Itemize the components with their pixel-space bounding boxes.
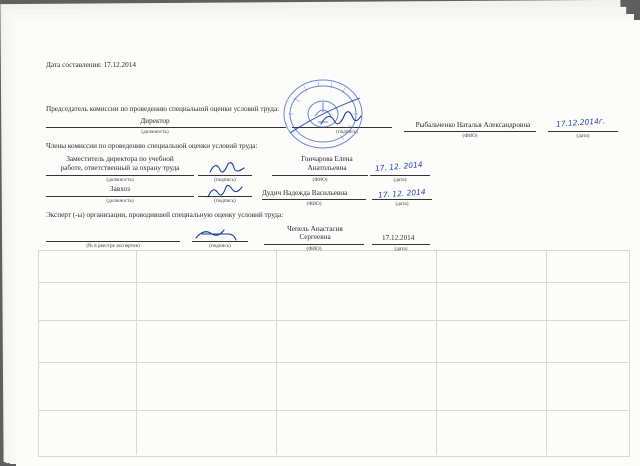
chairman-date-line xyxy=(548,131,618,132)
member-2-date-label: (дата) xyxy=(395,201,409,207)
chairman-position-label: (должность) xyxy=(141,129,169,135)
expert-date-label: (дата) xyxy=(394,246,408,252)
member-1-signature-line xyxy=(198,175,252,176)
show-through-line xyxy=(276,250,277,455)
member-1-name-line1: Гончарова Елена xyxy=(301,155,353,163)
date-value: 17.12.2014 xyxy=(103,61,136,69)
member-1-date-label: (дата) xyxy=(393,177,407,183)
member-1-position-label: (должность) xyxy=(106,177,134,183)
member-1-position-line xyxy=(46,175,194,176)
show-through-line xyxy=(38,282,628,283)
chairman-signature-label: (подпись) xyxy=(336,129,358,135)
member-2-signature-label: (подпись) xyxy=(214,198,236,204)
expert-fio-label: (ФИО) xyxy=(306,246,322,252)
member-1-name-line xyxy=(272,175,368,176)
member-1-position-line1: Заместитель директора по учебной xyxy=(66,155,174,163)
member-2-name: Дудич Надежда Васильевна xyxy=(262,189,348,197)
expert-registry-line xyxy=(46,241,180,242)
date-label: Дата составления: xyxy=(46,61,102,69)
expert-date-line xyxy=(372,244,430,245)
member-2-position-label: (должность) xyxy=(106,198,134,204)
show-through-line xyxy=(38,410,628,411)
chairman-position-line xyxy=(46,127,286,128)
chairman-date: 17.12.2014г. xyxy=(555,116,606,129)
show-through-line xyxy=(436,250,437,455)
expert-name-line xyxy=(264,244,364,245)
member-2-signature-line xyxy=(198,196,252,197)
member-2-date-line xyxy=(372,199,432,200)
chairman-name-line xyxy=(404,131,536,132)
date-of-compilation xyxy=(46,62,136,69)
show-through-line xyxy=(546,250,547,455)
member-1-date: 17. 12. 2014 xyxy=(374,159,423,174)
expert-signature-label: (подпись) xyxy=(209,243,231,249)
member-1-fio-label: (ФИО) xyxy=(312,177,328,183)
chairman-fio-label: (ФИО) xyxy=(462,133,478,139)
member-1-date-line xyxy=(370,175,430,176)
expert-name-line1: Чепель Анастасия xyxy=(287,225,343,233)
expert-registry-label: (№ в реестре экспертов) xyxy=(86,243,140,249)
member-1-signature-label: (подпись) xyxy=(214,177,236,183)
expert-date: 17.12.2014 xyxy=(382,234,415,242)
chairman-signature xyxy=(318,108,362,130)
show-through-line xyxy=(38,320,628,321)
expert-heading: Эксперт (-ы) организации, проводившей специальную оценку условий труда: xyxy=(46,211,284,219)
member-2-position: Завхоз xyxy=(110,185,130,193)
expert-signature-line xyxy=(192,241,248,242)
member-1-name-line2: Анатольевна xyxy=(307,164,347,172)
member-1-position-line2: работе, ответственный за охрану труда xyxy=(60,164,180,172)
member-2-name-line xyxy=(262,199,366,200)
show-through-line xyxy=(136,250,137,455)
member-2-fio-label: (ФИО) xyxy=(306,201,322,207)
chairman-position: Директор xyxy=(140,117,170,125)
chairman-date-label: (дата) xyxy=(576,133,590,139)
member-2-position-line xyxy=(46,196,194,197)
member-2-date: 17. 12. 2014 xyxy=(377,187,426,200)
chairman-heading: Председатель комиссии по проведению специальной оценки условий труда: xyxy=(46,105,280,113)
expert-name-line2: Сергеевна xyxy=(299,233,331,241)
chairman-name: Рыбальченко Наталья Александровна xyxy=(415,121,531,129)
show-through-line xyxy=(38,362,628,363)
members-heading: Члены комиссии по проведению специальной оценки условий труда: xyxy=(46,142,258,150)
